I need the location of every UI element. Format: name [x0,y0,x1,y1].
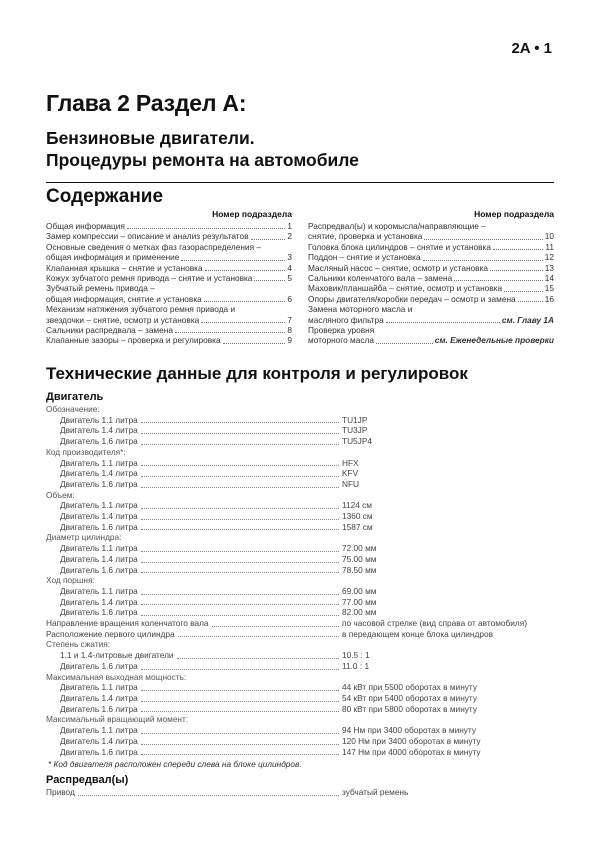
spec-label-cell [46,425,342,436]
spec-label: Диаметр цилиндра: [46,532,122,543]
footnote: * Код двигателя расположен спереди слева на блоке цилиндров. [48,759,302,770]
spec-label-cell [46,736,342,747]
spec-label: Двигатель 1.6 литра [60,660,138,671]
toc-entry-text: Механизм натяжения зубчатого ремня привода и [46,304,236,315]
dot-leader [518,301,543,302]
dot-leader [141,615,339,616]
spec-row [46,458,554,469]
spec-row [46,747,554,758]
dot-leader [223,343,286,344]
spec-value: 80 кВт при 5800 оборотах в минуту [342,703,477,714]
spec-row [46,522,554,533]
spec-label: Двигатель 1.4 литра [60,468,138,479]
spec-label: Двигатель 1.1 литра [60,457,138,468]
toc-entry-text: звездочки – снятие, осмотр и установка [46,314,200,325]
spec-label-cell [46,661,342,672]
spec-label: Двигатель 1.1 литра [60,543,138,554]
toc-entry-text: Кожух зубчатого ремня привода – снятие и установка [46,273,253,284]
spec-label: Ход поршня: [46,575,95,586]
spec-row [46,661,554,672]
spec-label: Направление вращения коленчатого вала [46,618,209,629]
spec-label-cell [46,650,342,661]
spec-label: Расположение первого цилиндра [46,628,175,639]
spec-row [46,532,554,543]
spec-label-cell [46,554,342,565]
dot-leader [141,529,339,530]
spec-label-cell [46,607,342,618]
toc-entry-text: снятие, проверка и установка [308,231,423,242]
toc-entry-text: Опоры двигателя/коробки передач – осмотр и замена [308,293,516,304]
spec-label: Максимальный вращающий момент: [46,714,189,725]
toc-entry-text: Масляный насос – снятие, осмотр и установка [308,262,489,273]
spec-value [342,714,554,725]
engine-section-heading: Двигатель [46,391,104,403]
spec-row [46,436,554,447]
toc-entry-text: Замена моторного масла и [308,304,413,315]
spec-label-cell [46,543,342,554]
spec-label: Двигатель 1.6 литра [60,478,138,489]
toc-entry-text: общая информация и применение [46,252,180,263]
toc-entry-number: 2 [287,231,292,242]
title-divider [46,182,554,183]
toc-entry-number: 10 [544,231,554,242]
toc-entry-text: Распредвал(ы) и коромысла/направляющие – [308,221,486,231]
title-block [46,90,554,171]
spec-row [46,447,554,458]
toc-entry-text: Клапанные зазоры – проверка и регулировка [46,335,221,346]
spec-value: 54 кВт при 5400 оборотах в минуту [342,692,477,703]
toc-entry-number: 1 [287,221,292,231]
spec-row [46,736,554,747]
spec-label: Двигатель 1.4 литра [60,735,138,746]
dot-leader [141,669,339,670]
spec-label-cell [46,575,342,586]
spec-label: Обозначение: [46,404,100,414]
dot-leader [386,322,500,323]
dot-leader [175,332,285,333]
toc-entry [308,252,554,262]
spec-label-cell [46,618,342,629]
spec-row [46,714,554,725]
spec-label-cell [46,565,342,576]
spec-label-cell [46,747,342,758]
spec-value [342,672,554,683]
spec-value [342,575,554,586]
dot-leader [141,690,339,691]
toc-entry [308,263,554,273]
dot-leader [254,280,285,281]
toc-entry [308,325,554,335]
spec-value: 77.00 мм [342,596,377,607]
spec-label-cell [46,532,342,543]
toc-entry-number: см. Еженедельные проверки [434,335,554,346]
spec-label: Двигатель 1.1 литра [60,725,138,736]
toc-entry-text: масляного фильтра [308,314,384,325]
dot-leader [178,636,339,637]
spec-label-cell [46,436,342,447]
dot-leader [181,260,285,261]
spec-label: Код производителя*: [46,446,126,457]
dot-leader [141,433,339,434]
dot-leader [251,239,286,240]
spec-row [46,725,554,736]
spec-value [342,532,554,543]
spec-value: TU3JP [342,425,368,436]
spec-label-cell [46,629,342,640]
spec-value [342,490,554,501]
spec-row [46,586,554,597]
spec-label-cell [46,447,342,458]
spec-label-cell [46,415,342,426]
toc-entry-number: 13 [544,262,554,273]
spec-label-cell [46,468,342,479]
toc-entry-number: 9 [287,335,292,346]
toc-entry [46,242,292,252]
spec-value [342,447,554,458]
toc-column-header: Номер подраздела [212,209,292,219]
toc-entry-text: Сальники коленчатого вала – замена [308,273,453,284]
dot-leader [424,239,542,240]
toc-entry-number: 11 [545,241,554,252]
spec-label: Двигатель 1.6 литра [60,564,138,575]
spec-row [46,554,554,565]
toc-entry-number: 15 [544,283,554,294]
spec-label-cell [46,479,342,490]
toc-entry [46,315,292,325]
toc-entry [46,335,292,345]
toc-entry [46,263,292,273]
spec-row [46,618,554,629]
toc-entry-number: 7 [287,314,292,325]
toc-entry-text: Общая информация [46,221,125,231]
dot-leader [205,270,286,271]
spec-row [46,607,554,618]
spec-label: Степень сжатия: [46,639,111,650]
spec-label: 1.1 и 1.4-литровые двигатели [60,650,174,661]
spec-value: 94 Нм при 3400 оборотах в минуту [342,725,476,736]
spec-row [46,575,554,586]
spec-label: Двигатель 1.4 литра [60,425,138,436]
spec-label-cell [46,693,342,704]
toc-entry-number: 8 [287,325,292,336]
spec-value: 78.50 мм [342,564,377,575]
spec-label-cell [46,500,342,511]
toc-entry-text: Клапанная крышка – снятие и установка [46,262,203,273]
spec-value: TU5JP4 [342,436,372,447]
toc-entry [308,231,554,241]
spec-label-cell [46,522,342,533]
spec-value: 10.5 : 1 [342,650,370,661]
spec-value: KFV [342,468,359,479]
camshaft-spec-rows [46,787,554,798]
spec-value: зубчатый ремень [342,787,409,798]
toc-right-column [308,209,554,346]
spec-row [46,650,554,661]
spec-value: 75.00 мм [342,553,377,564]
dot-leader [141,508,339,509]
toc-entry-text: Замер компрессии – описание и анализ результатов [46,231,249,242]
spec-value [342,639,554,650]
toc-entry-text: Проверка уровня [308,325,375,336]
spec-label: Двигатель 1.4 литра [60,692,138,703]
toc-left-column [46,209,292,346]
spec-row [46,500,554,511]
toc-entry [46,283,292,293]
spec-row [46,682,554,693]
toc-entry-number: 12 [544,252,554,263]
spec-row [46,425,554,436]
dot-leader [141,476,339,477]
toc-entry [308,315,554,325]
spec-label: Привод [46,787,75,798]
spec-row [46,404,554,415]
spec-value: по часовой стрелке (вид справа от автомобиля) [342,618,528,629]
dot-leader [141,422,339,423]
spec-value: 72.00 мм [342,543,377,554]
spec-label: Двигатель 1.6 литра [60,436,138,447]
spec-value: TU1JP [342,414,368,425]
spec-value [342,404,554,415]
spec-row [46,704,554,715]
spec-label-cell [46,511,342,522]
spec-label: Объем: [46,489,75,500]
spec-row [46,490,554,501]
spec-row [46,468,554,479]
spec-value: 1124 см [342,500,372,511]
spec-row [46,543,554,554]
spec-label: Двигатель 1.4 литра [60,511,138,522]
spec-label-cell [46,586,342,597]
toc-entry [308,283,554,293]
dot-leader [141,754,339,755]
chapter-subtitle-line1: Бензиновые двигатели. [46,128,255,148]
toc-column-header: Номер подраздела [474,209,554,219]
spec-label-cell [46,597,342,608]
spec-value: 44 кВт при 5500 оборотах в минуту [342,682,477,693]
toc-entry [46,221,292,231]
spec-value: 69.00 мм [342,585,377,596]
dot-leader [141,733,339,734]
toc-entry [46,304,292,314]
toc-entry-number: 4 [287,262,292,273]
spec-label-cell [46,458,342,469]
toc-entry-text: Маховик/планшайба – снятие, осмотр и установка [308,283,503,294]
spec-value: NFU [342,478,360,489]
spec-row [46,639,554,650]
spec-label: Двигатель 1.6 литра [60,607,138,618]
chapter-subtitle-line2: Процедуры ремонта на автомобиле [46,150,359,170]
spec-label-cell [46,704,342,715]
page-number: 2A • 1 [511,40,552,57]
table-of-contents [46,209,554,346]
toc-entry-number: 14 [544,273,554,284]
toc-entry-text: общая информация, снятие и установка [46,293,202,304]
toc-entry [46,294,292,304]
dot-leader [141,487,339,488]
toc-entry-text: Зубчатый ремень привода – [46,283,155,294]
spec-value: HFX [342,457,359,468]
dot-leader [141,519,339,520]
dot-leader [454,280,543,281]
spec-label-cell [46,714,342,725]
spec-row [46,565,554,576]
spec-label-cell [46,404,342,415]
toc-entry [46,273,292,283]
spec-row [46,693,554,704]
toc-entry-text: Сальники распредвала – замена [46,325,173,336]
spec-label: Двигатель 1.6 литра [60,746,138,757]
dot-leader [141,465,339,466]
toc-entry [308,335,554,345]
toc-entry [308,221,554,231]
specs-body [46,391,554,798]
toc-entry-text: Основные сведения о метках фаз газораспределения – [46,241,262,252]
spec-label: Двигатель 1.1 литра [60,414,138,425]
spec-value: 1587 см [342,521,373,532]
spec-value: в передающем конце блока цилиндров [342,628,493,639]
toc-entry-number: см. Главу 1А [501,314,554,325]
toc-entry-number: 6 [287,293,292,304]
dot-leader [141,701,339,702]
toc-entry [308,242,554,252]
spec-label: Двигатель 1.6 литра [60,521,138,532]
dot-leader [423,260,543,261]
toc-entry-text: Головка блока цилиндров – снятие и установка [308,241,491,252]
toc-entry-text: моторного масла [308,335,374,346]
spec-label: Двигатель 1.1 литра [60,682,138,693]
spec-value: 147 Нм при 4000 оборотах в минуту [342,746,481,757]
spec-label-cell [46,490,342,501]
dot-leader [204,301,286,302]
dot-leader [493,249,543,250]
dot-leader [78,795,339,796]
toc-entry [308,273,554,283]
spec-row [46,597,554,608]
dot-leader [141,551,339,552]
toc-entry [308,304,554,314]
spec-label: Двигатель 1.4 литра [60,553,138,564]
spec-label: Двигатель 1.4 литра [60,596,138,607]
spec-row [46,479,554,490]
dot-leader [141,604,339,605]
chapter-title: Глава 2 Раздел А: [46,90,247,116]
spec-label-cell [46,787,342,798]
spec-row [46,672,554,683]
spec-row [46,415,554,426]
toc-entry-number: 5 [287,273,292,284]
spec-row [46,787,554,798]
dot-leader [141,444,339,445]
spec-value: 11.0 : 1 [342,660,370,671]
dot-leader [201,322,285,323]
toc-entry [46,252,292,262]
spec-label-cell [46,725,342,736]
toc-heading: Содержание [46,186,164,207]
spec-value: 1360 см [342,511,373,522]
spec-label: Двигатель 1.1 литра [60,585,138,596]
dot-leader [141,744,339,745]
spec-label: Двигатель 1.6 литра [60,703,138,714]
spec-label: Максимальная выходная мощность: [46,671,187,682]
spec-value: 120 Нм при 3400 оборотах в минуту [342,735,481,746]
dot-leader [141,594,339,595]
dot-leader [504,291,543,292]
dot-leader [141,711,339,712]
spec-row [46,511,554,522]
spec-value: 82.00 мм [342,607,377,618]
toc-entry-number: 3 [287,252,292,263]
engine-spec-rows [46,404,554,757]
dot-leader [212,626,339,627]
specs-heading: Технические данные для контроля и регулировок [46,364,468,383]
spec-label: Двигатель 1.1 литра [60,500,138,511]
dot-leader [141,572,339,573]
spec-label-cell [46,672,342,683]
toc-entry [46,325,292,335]
dot-leader [376,343,433,344]
dot-leader [141,562,339,563]
toc-entry-text: Поддон – снятие и установка [308,252,421,263]
dot-leader [127,228,285,229]
dot-leader [177,658,339,659]
toc-entry [308,294,554,304]
camshaft-section-heading: Распредвал(ы) [46,774,129,787]
toc-entry [46,231,292,241]
dot-leader [490,270,543,271]
spec-row [46,629,554,640]
spec-label-cell [46,682,342,693]
spec-label-cell [46,639,342,650]
toc-entry-number: 16 [544,293,554,304]
